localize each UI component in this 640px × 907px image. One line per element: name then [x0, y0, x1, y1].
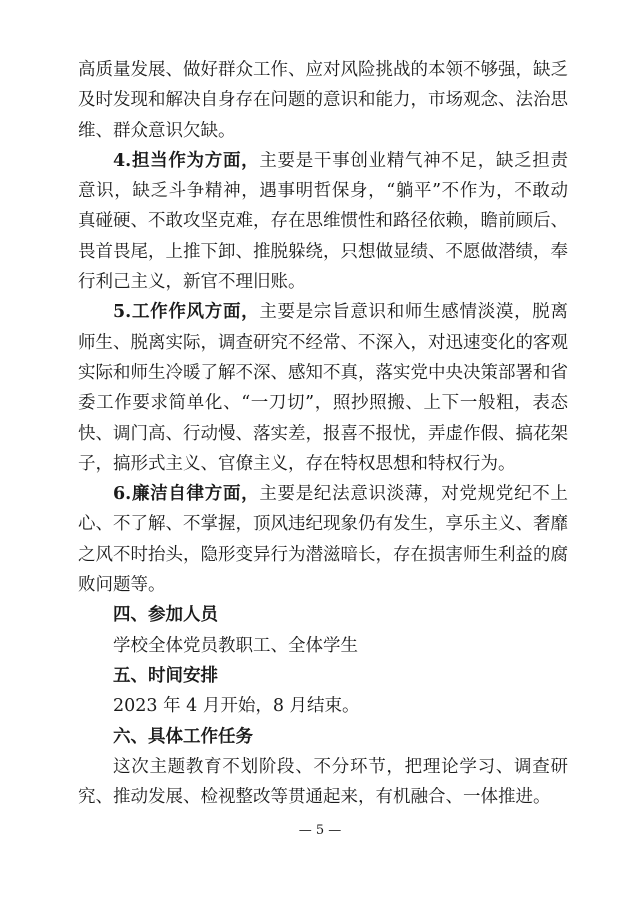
item-4-lead: 4.担当作为方面， — [113, 150, 260, 171]
paragraph-item-6 — [78, 479, 568, 600]
section-4-text: 学校全体党员教职工、全体学生 — [113, 635, 358, 656]
page-number: — 5 — — [298, 823, 342, 838]
item-4-text: 主要是干事创业精气神不足，缺乏担责意识，缺乏斗争精神，遇事明哲保身，“躺平”不作为，不敢动真碰硬、不敢攻坚克难，存在思维惯性和路径依赖，瞻前顾后、畏首畏尾，上推下卸、推脱躲绕，只想做显绩、不愿做潜绩，奉行利己主义，新官不理旧账。 — [78, 150, 568, 293]
paragraph-item-4 — [78, 146, 568, 297]
section-5-text: 2023 年 4 月开始，8 月结束。 — [113, 696, 360, 717]
item-6-lead: 6.廉洁自律方面， — [113, 484, 260, 505]
page-body — [78, 55, 568, 812]
item-5-lead: 5.工作作风方面， — [113, 302, 260, 323]
section-6-heading: 六、具体工作任务 — [113, 726, 253, 747]
section-4-heading: 四、参加人员 — [113, 605, 218, 626]
paragraph-continuation: 高质量发展、做好群众工作、应对风险挑战的本领不够强，缺乏及时发现和解决自身存在问题的意识和能力，市场观念、法治思维、群众意识欠缺。 — [78, 60, 568, 141]
item-6-text: 主要是纪法意识淡薄，对党规党纪不上心、不了解、不掌握，顶风违纪现象仍有发生，享乐主义、奢靡之风不时抬头，隐形变异行为潜滋暗长，存在损害师生利益的腐败问题等。 — [78, 484, 568, 596]
paragraph-item-5 — [78, 297, 568, 479]
item-5-text: 主要是宗旨意识和师生感情淡漠，脱离师生、脱离实际，调查研究不经常、不深入，对迅速变化的客观实际和师生冷暖了解不深、感知不真，落实党中央决策部署和省委工作要求简单化、“一刀切”，照抄照搬、上下一般粗，表态快、调门高、行动慢、落实差，报喜不报忧，弄虚作假、搞花架子，搞形式主义、官僚主义，存在特权思想和特权行为。 — [78, 302, 568, 474]
section-5-heading: 五、时间安排 — [113, 665, 218, 686]
section-6-text: 这次主题教育不划阶段、不分环节，把理论学习、调查研究、推动发展、检视整改等贯通起来，有机融合、一体推进。 — [78, 756, 568, 808]
